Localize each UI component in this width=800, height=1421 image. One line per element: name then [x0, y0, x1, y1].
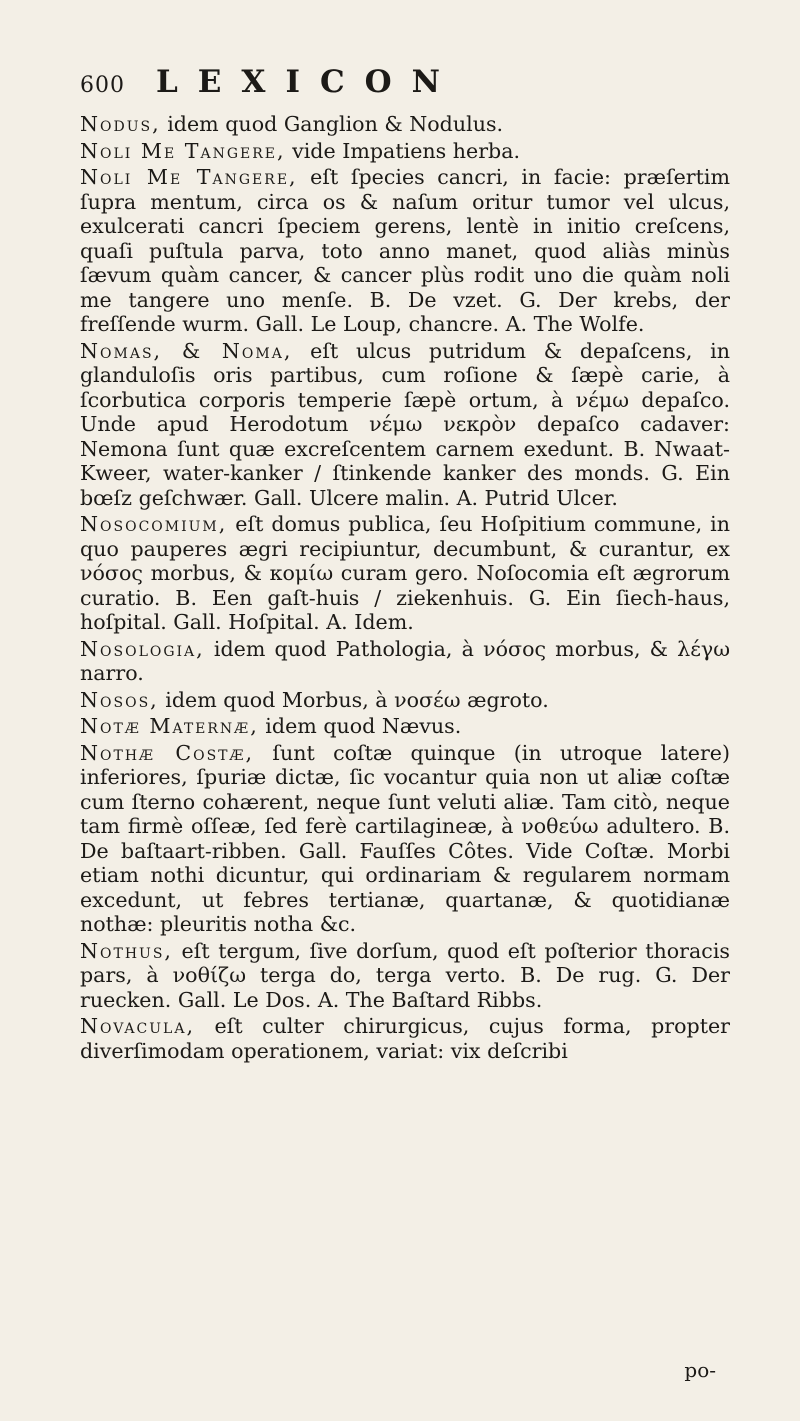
headword: Nosologia,: [80, 636, 205, 661]
entry-nosos: [80, 688, 730, 713]
entry-text: eſt ſpecies cancri, in facie: præſertim ſupra mentum, circa os & naſum oritur tumor vel ulcus, exulcerati cancri ſpeciem gerens, lentè in initio creſcens, quaſi puſtula parva, toto anno manet, quod aliàs minùs ſævum quàm cancer, & cancer plùs rodit uno die quàm noli me tangere uno menſe. B. De vzet. G. Der krebs, der freſſende wurm. Gall. Le Loup, chancre. A. The Wolfe.: [80, 165, 730, 336]
headword: Noli Me Tangere,: [80, 138, 286, 163]
entry-text: idem quod Ganglion & Nodulus.: [160, 112, 504, 136]
headword: Notæ Maternæ,: [80, 714, 259, 738]
headword: Nomas, & Noma,: [80, 338, 293, 363]
entry-text: eſt tergum, ſive dorſum, quod eſt poſterior thoracis pars, à νοθίζω terga do, terga verto. B. De rug. G. Der ruecken. Gall. Le Dos. A. The Baſtard Ribbs.: [80, 938, 730, 1012]
entry-text: vide Impatiens herba.: [285, 138, 521, 163]
entry-nosologia: [80, 637, 730, 686]
entry-noli-me-tangere-1: [80, 139, 730, 164]
page-number: 600: [80, 73, 125, 98]
entry-text: eſt ulcus putridum & depaſcens, in glandulоſis oris partibus, cum roſione & ſæpè carie, à ſcorbutica corporis temperie ſæpè ortum, à νέμω depaſco. Unde apud Herodotum νέμω νεκρὸν depaſco cadaver: Nemona ſunt quæ excreſcentem carnem exedunt. B. Nwaat-Kweer, water-kanker / ſtinkende kanker des monds. G. Ein bœſz geſchwær. Gall. Ulcere malin. A. Putrid Ulcer.: [80, 338, 730, 510]
entry-nothae-costae: [80, 741, 730, 937]
entry-text: idem quod Pathologia, à νόσος morbus, & λέγω narro.: [80, 636, 730, 685]
headword: Novacula,: [80, 1014, 195, 1038]
entry-text: eſt domus publica, ſeu Hoſpitium commune, in quo pauperes ægri recipiuntur, decumbunt, & curantur, ex νόσος morbus, & κομίω curam gero. Noſocomia eſt ægrorum curatio. B. Een gaſt-huis / ziekenhuis. G. Ein ſiech-haus, hoſpital. Gall. Hoſpital. A. Idem.: [80, 512, 730, 634]
page-header: [80, 64, 730, 100]
running-title: LEXICON: [156, 64, 460, 100]
entry-text: idem quod Morbus, à νοσέω ægroto.: [158, 687, 549, 712]
entry-nodus: [80, 112, 730, 137]
headword: Nosos,: [80, 687, 159, 712]
headword: Nodus,: [80, 112, 161, 136]
entry-nosocomium: [80, 512, 730, 635]
entry-nothus: [80, 939, 730, 1013]
headword: Nosocomium,: [80, 512, 228, 536]
catchword: po-: [684, 1358, 716, 1382]
entry-notae-maternae: [80, 714, 730, 739]
entry-novacula: [80, 1014, 730, 1063]
headword: Noli Me Tangere,: [80, 165, 298, 189]
entry-text: ſunt coſtæ quinque (in utroque latere) inferiores, ſpuriæ dictæ, ſic vocantur quia non ut aliæ coſtæ cum ſterno cohærent, neque ſunt veluti aliæ. Tam citò, neque tam firmè oſſeæ, ſed ferè cartilagineæ, à νοθεύω adultero. B. De baſtaart-ribben. Gall. Fauſſes Côtes. Vide Coſtæ. Morbi etiam nothi dicuntur, qui ordinariam & regularem normam excedunt, ut febres tertianæ, quartanæ, & quotidianæ nothæ: pleuritis notha &c.: [80, 740, 731, 936]
entry-nomas: [80, 339, 730, 511]
entry-text: eſt culter chirurgicus, cujus forma, propter diverſimodam operationem, variat: vix deſcribi: [80, 1014, 730, 1063]
entry-noli-me-tangere-2: [80, 165, 730, 337]
entry-text: idem quod Nævus.: [258, 714, 462, 738]
headword: Nothæ Costæ,: [80, 740, 255, 765]
headword: Nothus,: [80, 938, 173, 963]
